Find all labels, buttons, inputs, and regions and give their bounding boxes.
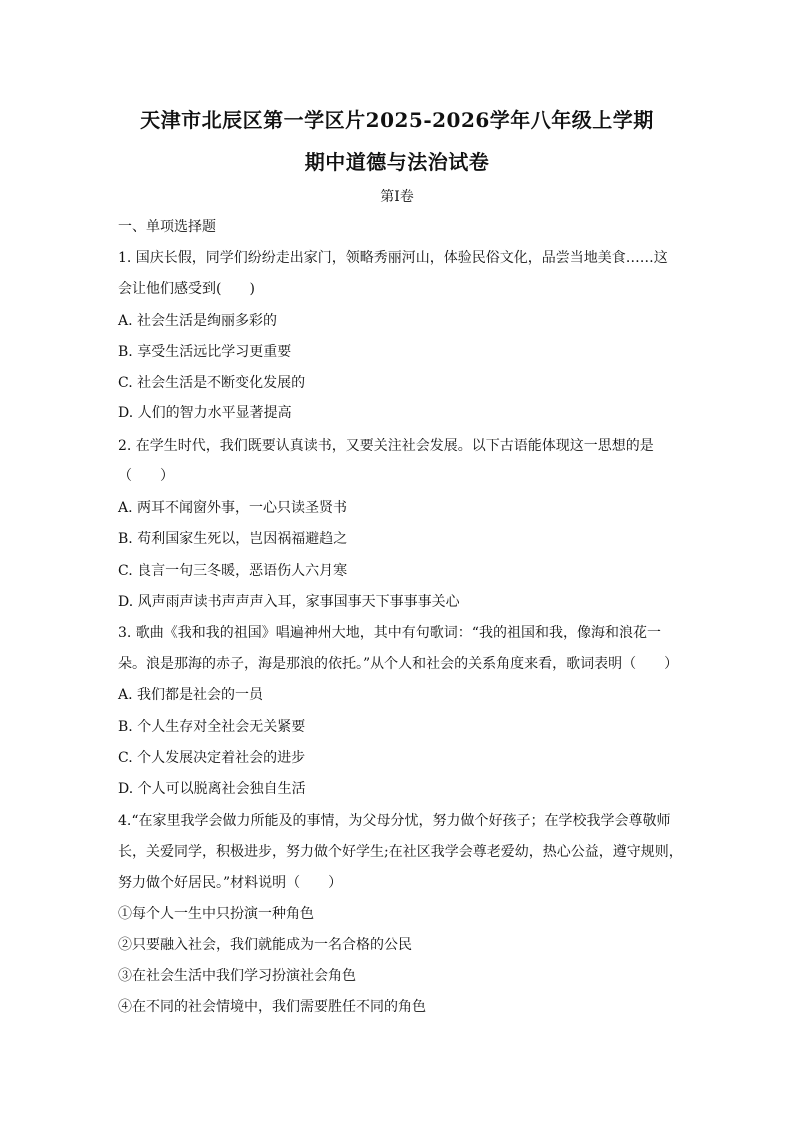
section-heading: 一、单项选择题 <box>118 219 216 235</box>
question-2-option-b: B. 苟利国家生死以，岂因祸福避趋之 <box>118 531 348 547</box>
question-1-option-d: D. 人们的智力水平显著提高 <box>118 405 292 421</box>
question-3-stem-line-2: 朵。浪是那海的赤子，海是那浪的依托。”从个人和社会的关系角度来看，歌词表明（ ） <box>118 656 679 672</box>
question-1-option-b: B. 享受生活远比学习更重要 <box>118 344 292 360</box>
question-4-stem-line-3: 努力做个好居民。”材料说明（ ） <box>118 875 343 891</box>
question-2-option-a: A. 两耳不闻窗外事，一心只读圣贤书 <box>118 500 348 516</box>
question-1-option-a: A. 社会生活是绚丽多彩的 <box>118 313 278 329</box>
question-4-option-3: ③在社会生活中我们学习扮演社会角色 <box>118 968 356 984</box>
question-2-stem-line-2: （ ） <box>118 468 174 484</box>
question-3-stem-line-1: 3. 歌曲《我和我的祖国》唱遍神州大地，其中有句歌词：“我的祖国和我，像海和浪花一 <box>118 625 661 641</box>
question-1-option-c: C. 社会生活是不断变化发展的 <box>118 375 306 391</box>
question-4-option-4: ④在不同的社会情境中，我们需要胜任不同的角色 <box>118 999 426 1015</box>
exam-title-line-2: 期中道德与法治试卷 <box>304 150 490 174</box>
question-4-stem-line-2: 长，关爱同学，积极进步，努力做个好学生;在社区我学会尊老爱幼，热心公益，遵守规则， <box>118 844 683 860</box>
question-2-option-d: D. 风声雨声读书声声声入耳，家事国事天下事事事关心 <box>118 594 460 610</box>
exam-title-line-1: 天津市北辰区第一学区片2025-2026学年八年级上学期 <box>140 108 654 132</box>
question-3-option-c: C. 个人发展决定着社会的进步 <box>118 750 306 766</box>
volume-label: 第I卷 <box>380 189 414 205</box>
question-3-option-a: A. 我们都是社会的一员 <box>118 687 264 703</box>
question-4-stem-line-1: 4.“在家里我学会做力所能及的事情，为父母分忧，努力做个好孩子；在学校我学会尊敬师 <box>118 813 671 829</box>
question-1-stem-line-1: 1. 国庆长假，同学们纷纷走出家门，领略秀丽河山，体验民俗文化，品尝当地美食……这 <box>118 250 668 266</box>
question-4-option-2: ②只要融入社会，我们就能成为一名合格的公民 <box>118 937 412 953</box>
question-3-option-b: B. 个人生存对全社会无关紧要 <box>118 719 306 735</box>
question-3-option-d: D. 个人可以脱离社会独自生活 <box>118 781 306 797</box>
question-2-stem-line-1: 2. 在学生时代，我们既要认真读书，又要关注社会发展。以下古语能体现这一思想的是 <box>118 438 654 454</box>
question-1-stem-line-2: 会让他们感受到( ) <box>118 281 255 297</box>
question-2-option-c: C. 良言一句三冬暖，恶语伤人六月寒 <box>118 563 348 579</box>
question-4-option-1: ①每个人一生中只扮演一种角色 <box>118 906 314 922</box>
